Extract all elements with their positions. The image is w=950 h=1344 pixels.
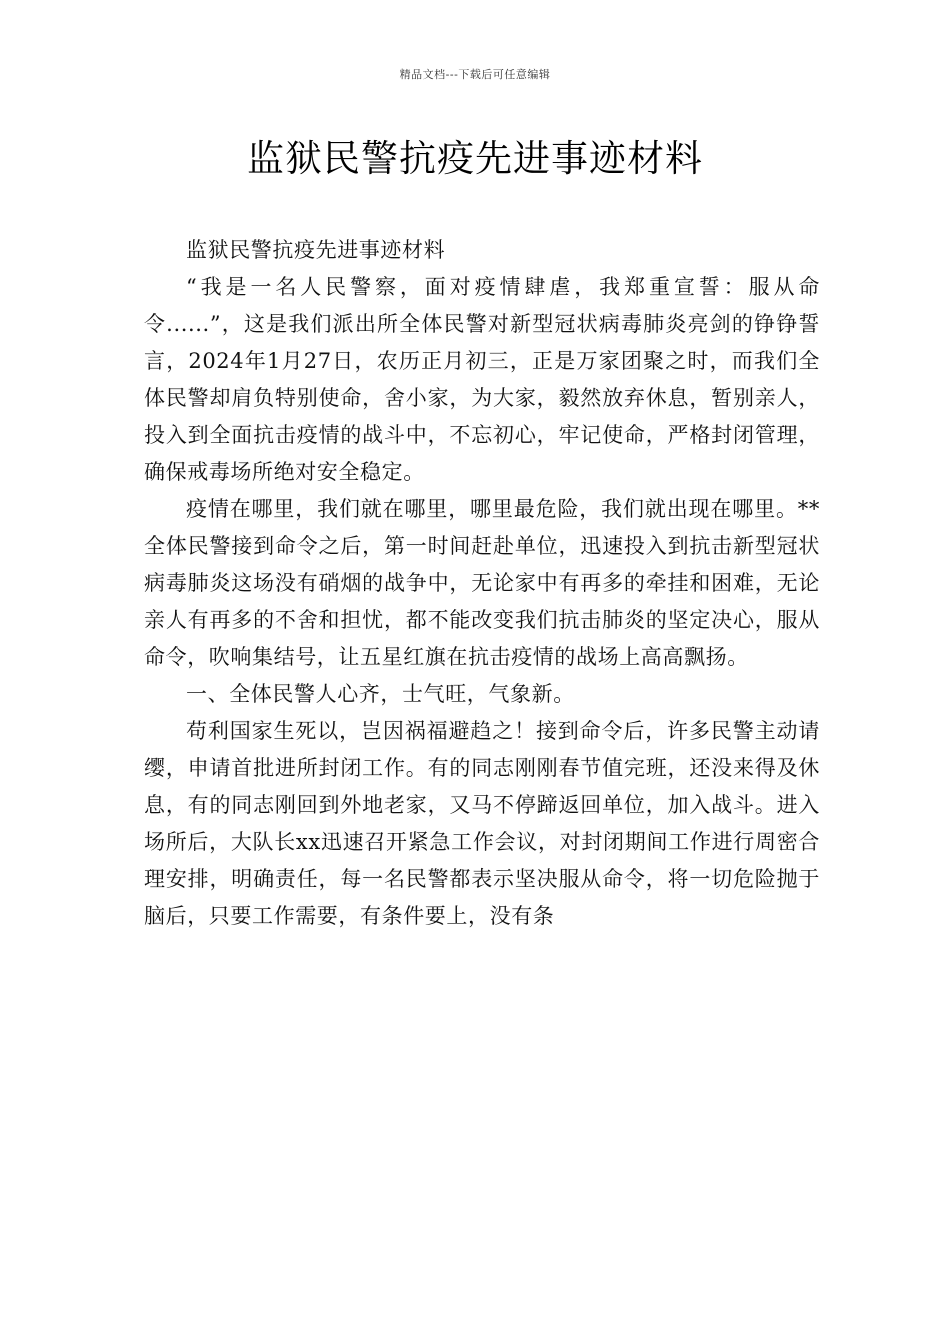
section-heading: 一、全体民警人心齐，士气旺，气象新。 [186, 682, 575, 706]
document-title: 监狱民警抗疫先进事迹材料 [247, 137, 703, 180]
body-paragraph: 疫情在哪里，我们就在哪里，哪里最危险，我们就出现在哪里。**全体民警接到命令之后，第一时间赶赴单位，迅速投入到抗击新型冠状病毒肺炎这场没有硝烟的战争中，无论家中有再多的牵挂和困难，无论亲人有再多的不舍和担忧，都不能改变我们抗击肺炎的坚定决心，服从命令，吹响集结号，让五星红旗在抗击疫情的战场上高高飘扬。 [144, 497, 820, 669]
document-body [144, 232, 820, 935]
body-paragraph: “我是一名人民警察，面对疫情肆虐，我郑重宣誓：服从命令......”，这是我们派出所全体民警对新型冠状病毒肺炎亮剑的铮铮誓言，2024年1月27日，农历正月初三，正是万家团聚之时，而我们全体民警却肩负特别使命，舍小家，为大家，毅然放弃休息，暂别亲人，投入到全面抗击疫情的战斗中，不忘初心，牢记使命，严格封闭管理，确保戒毒场所绝对安全稳定。 [144, 275, 820, 484]
body-paragraph-subtitle: 监狱民警抗疫先进事迹材料 [186, 238, 446, 262]
body-paragraph: 苟利国家生死以，岂因祸福避趋之！接到命令后，许多民警主动请缨，申请首批进所封闭工作。有的同志刚刚春节值完班，还没来得及休息，有的同志刚回到外地老家，又马不停蹄返回单位，加入战斗。进入场所后，大队长xx迅速召开紧急工作会议，对封闭期间工作进行周密合理安排，明确责任，每一名民警都表示坚决服从命令，将一切危险抛于脑后，只要工作需要，有条件要上，没有条 [144, 719, 820, 928]
header-note: 精品文档---下载后可任意编辑 [399, 68, 551, 81]
